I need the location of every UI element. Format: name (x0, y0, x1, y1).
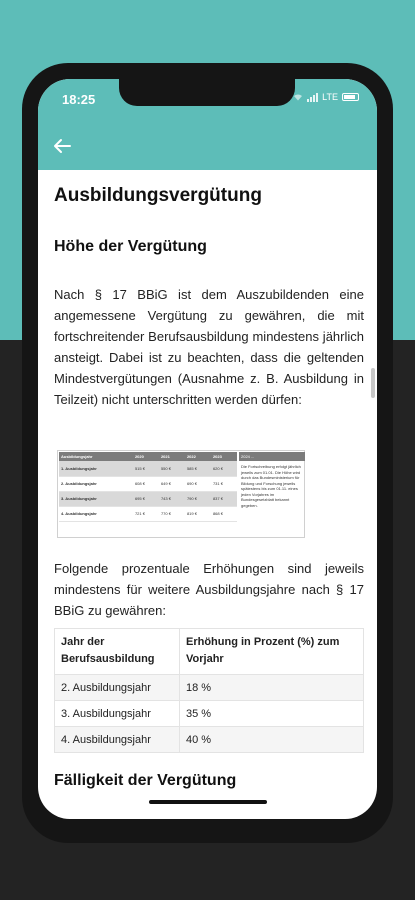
table-cell: 40 % (180, 727, 364, 753)
section-heading-due-date: Fälligkeit der Vergütung (54, 772, 237, 789)
table-cell: 770 € (159, 506, 185, 521)
table-cell: 515 € (133, 461, 159, 476)
network-label: LTE (322, 92, 338, 102)
table-cell: 585 € (185, 461, 211, 476)
emb-header-cell: 2024 ... (239, 452, 305, 461)
table-row (59, 461, 237, 476)
table-cell: 690 € (185, 476, 211, 491)
table-row (59, 476, 237, 491)
minimum-wage-table (59, 452, 237, 522)
emb-header-cell: 2023 (211, 452, 237, 461)
scrollbar[interactable] (371, 368, 375, 398)
emb-header-cell: 2021 (159, 452, 185, 461)
home-indicator[interactable] (149, 800, 267, 804)
wifi-icon (293, 93, 303, 101)
table-cell: 837 € (211, 491, 237, 506)
table-row (59, 506, 237, 521)
table-cell: 550 € (159, 461, 185, 476)
paragraph-increase: Folgende prozentuale Erhöhungen sind jeweils mindestens für weitere Ausbildungsjahre nach § 17 BBiG zu gewähren: (54, 561, 364, 618)
table-cell: 3. Ausbildungsjahr (59, 491, 133, 506)
page-title: Ausbildungsvergütung (54, 185, 262, 206)
table-row (59, 491, 237, 506)
emb-header-cell: Ausbildungsjahr (59, 452, 133, 461)
paragraph-amount: Nach § 17 BBiG ist dem Auszubildenden eine angemessene Vergütung zu gewähren, die mit fortschreitender Berufsausbildung mindestens jährlich ansteigt. Dabei ist zu beachten, dass die geltenden Mindestvergütungen (Ausnahme z. B. Ausbildung in Teilzeit) nicht unterschritten werden dürfen: (54, 287, 364, 407)
emb-header-cell: 2022 (185, 452, 211, 461)
table-cell: 819 € (185, 506, 211, 521)
table-cell: 35 % (180, 701, 364, 727)
table-cell: 1. Ausbildungsjahr (59, 461, 133, 476)
phone-screen (38, 79, 377, 819)
table-cell: 695 € (133, 491, 159, 506)
table-cell: 4. Ausbildungsjahr (59, 506, 133, 521)
table-cell: 18 % (180, 675, 364, 701)
section-heading-amount: Höhe der Vergütung (54, 238, 207, 255)
emb-header-cell: 2020 (133, 452, 159, 461)
arrow-left-icon[interactable] (50, 134, 74, 158)
status-time: 18:25 (62, 92, 96, 107)
minimum-wage-table-image (57, 450, 305, 538)
status-icons (293, 92, 359, 102)
table-row (55, 701, 364, 727)
table-cell: 608 € (133, 476, 159, 491)
table-cell: 790 € (185, 491, 211, 506)
battery-icon (342, 93, 359, 101)
table-cell: 3. Ausbildungsjahr (55, 701, 180, 727)
table-cell: 620 € (211, 461, 237, 476)
article-content[interactable] (38, 170, 377, 819)
notch (119, 79, 295, 106)
table-cell: 649 € (159, 476, 185, 491)
table-row (55, 727, 364, 753)
app-bar (38, 79, 377, 170)
table-cell: 2. Ausbildungsjahr (55, 675, 180, 701)
table-header-year: Jahr der Berufsausbildung (55, 629, 180, 675)
table-cell: 743 € (159, 491, 185, 506)
table-cell: 721 € (133, 506, 159, 521)
increase-table (54, 628, 364, 753)
table-note (239, 452, 305, 536)
table-cell: 4. Ausbildungsjahr (55, 727, 180, 753)
note-text: Die Fortschreibung erfolgt jährlich jeweils zum 01.01. Die Höhe wird durch das Bundesministerium für Bildung und Forschung jeweils spätestens bis zum 01.11. eines jeden Vorjahres im Bundesgesetzblatt bekannt gegeben. (241, 464, 301, 508)
table-cell: 731 € (211, 476, 237, 491)
table-cell: 868 € (211, 506, 237, 521)
signal-icon (307, 93, 318, 102)
table-cell: 2. Ausbildungsjahr (59, 476, 133, 491)
table-header-increase: Erhöhung in Prozent (%) zum Vorjahr (180, 629, 364, 675)
table-row (55, 675, 364, 701)
